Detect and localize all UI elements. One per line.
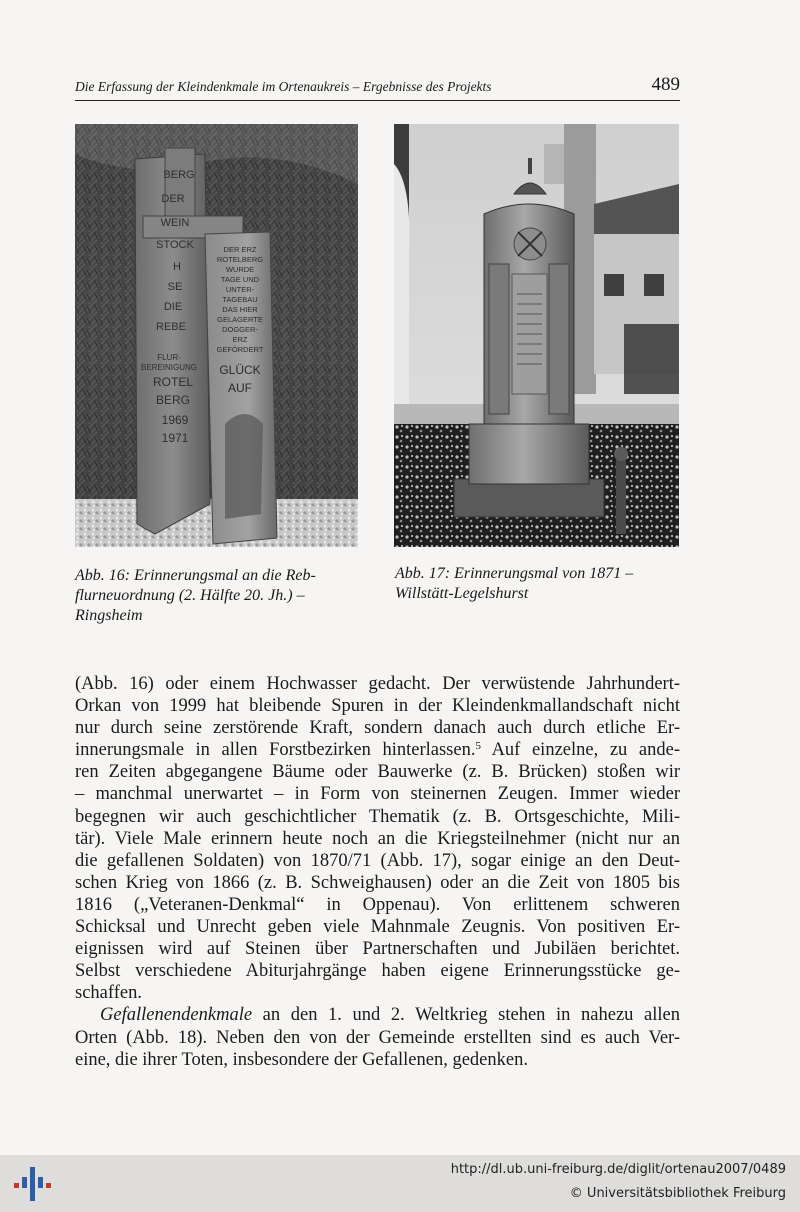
- inscription-word: DER ERZ: [223, 245, 257, 254]
- inscription-word: GELAGERTE: [217, 315, 263, 324]
- inscription-word: WURDE: [225, 265, 255, 274]
- inscription-word: TAGE UND: [220, 275, 260, 284]
- figure-17-caption: [395, 564, 685, 604]
- text-line: 1816 („Veteranen-Denkmal“ in Oppenau). Von erlittenem schweren: [75, 894, 680, 915]
- inscription-word: FLUR-: [157, 353, 181, 362]
- inscription-word: ROTELBERG: [216, 255, 264, 264]
- text-line: nur durch seine zerstörende Kraft, sondern danach auch durch etliche Er-: [75, 718, 680, 739]
- text-line: [75, 1004, 680, 1026]
- caption-line: Willstätt-Legelshurst: [395, 585, 529, 602]
- paragraph: [75, 673, 680, 1004]
- copyright-notice: © Universitätsbibliothek Freiburg: [569, 1186, 786, 1201]
- inscription-word: BERG: [163, 169, 195, 181]
- inscription-word: H: [173, 261, 181, 273]
- inscription-word: UNTER-: [225, 285, 255, 294]
- figure-16-photo: [75, 124, 358, 547]
- text-line: Schicksal und Unrecht geben viele Mahnmale Zeugnis. Von positiven Er-: [75, 917, 680, 938]
- text-line: Orkan von 1999 hat bleibende Spuren in der Kleindenkmallandschaft nicht: [75, 696, 680, 717]
- inscription-word: DIE: [163, 301, 183, 313]
- text-line: eignissen wird auf Steinen über Partnerschaften und Jubiläen berichtet.: [75, 939, 680, 960]
- inscription-word: DAS HIER: [222, 305, 258, 314]
- inscription-word: GLÜCK: [219, 363, 261, 377]
- text-line: – manchmal unerwartet – in Form von steinernen Zeugen. Immer wieder: [75, 784, 680, 805]
- footnote-reference[interactable]: 5: [475, 740, 481, 753]
- inscription-word: STOCK: [156, 239, 194, 251]
- figure-16-caption: [75, 566, 365, 626]
- inscription-word: AUF: [228, 381, 252, 395]
- emphasis-term: Gefallenendenkmale: [100, 1005, 253, 1026]
- text-segment: an den 1. und 2. Weltkrieg stehen in nahezu allen: [252, 1005, 680, 1026]
- inscription-word: GEFÖRDERT: [216, 345, 264, 354]
- source-url-link[interactable]: http://dl.ub.uni-freiburg.de/diglit/ortenau2007/0489: [450, 1162, 786, 1177]
- inscription-word: REBE: [156, 321, 186, 333]
- inscription-word: DOGGER-: [222, 325, 258, 334]
- figure-17-image: [394, 124, 679, 547]
- text-line: Selbst verschiedene Abiturjahrgänge haben eigene Erinnerungsstücke ge-: [75, 961, 680, 982]
- inscription-word: 1971: [161, 431, 189, 445]
- inscription-word: TAGEBAU: [222, 295, 258, 304]
- figure-17-photo: [394, 124, 679, 547]
- text-line: schen Krieg von 1866 (z. B. Schweighausen) oder an die Zeit von 1805 bis: [75, 872, 680, 893]
- caption-line: Ringsheim: [75, 607, 143, 624]
- library-logo-icon: [12, 1163, 52, 1205]
- text-line: schaffen.: [75, 983, 142, 1004]
- page-number: 489: [651, 74, 680, 95]
- inscription-word: BEREINIGUNG: [140, 363, 198, 372]
- inscription-word: DER: [161, 193, 185, 205]
- caption-line: Abb. 17: Erinnerungsmal von 1871 –: [395, 565, 634, 582]
- text-line: eine, die ihrer Toten, insbesondere der Gefallenen, gedenken.: [75, 1049, 528, 1070]
- inscription-word: 1969: [161, 413, 189, 427]
- running-header: [75, 74, 680, 101]
- paragraph: [75, 1004, 680, 1070]
- text-line: begegnen wir auch geschichtlicher Thematik (z. B. Ortsgeschichte, Mili-: [75, 806, 680, 827]
- inscription-word: ROTEL: [152, 375, 194, 389]
- caption-line: Abb. 16: Erinnerungsmal an die Reb-: [75, 567, 316, 584]
- text-line: die gefallenen Soldaten) von 1870/71 (Abb. 17), sogar einige an den Deut-: [75, 850, 680, 871]
- inscription-word: BERG: [155, 393, 191, 407]
- text-segment: Auf einzelne, zu ande-: [480, 740, 681, 761]
- inscription-word: WEIN: [160, 217, 190, 229]
- text-line: (Abb. 16) oder einem Hochwasser gedacht. Der verwüstende Jahrhundert-: [75, 674, 680, 694]
- text-line: [75, 739, 680, 761]
- body-text: [75, 673, 680, 1071]
- figure-16-image: [75, 124, 358, 547]
- text-segment: innerungsmale in allen Forstbezirken hinterlassen.: [75, 740, 476, 761]
- inscription-word: SE: [167, 281, 183, 293]
- text-line: Orten (Abb. 18). Neben den von der Gemeinde erstellten sind es auch Ver-: [75, 1027, 680, 1048]
- viewer-footer: [0, 1155, 800, 1212]
- text-line: ren Zeiten abgegangene Bäume oder Bauwerke (z. B. Brücken) stoßen wir: [75, 762, 680, 783]
- running-header-title: Die Erfassung der Kleindenkmale im Ortenaukreis – Ergebnisse des Projekts: [75, 79, 492, 94]
- caption-line: flurneuordnung (2. Hälfte 20. Jh.) –: [75, 587, 305, 604]
- inscription-word: ERZ: [232, 335, 248, 344]
- text-line: tär). Viele Male erinnern heute noch an die Kriegsteilnehmer (nicht nur an: [75, 828, 680, 849]
